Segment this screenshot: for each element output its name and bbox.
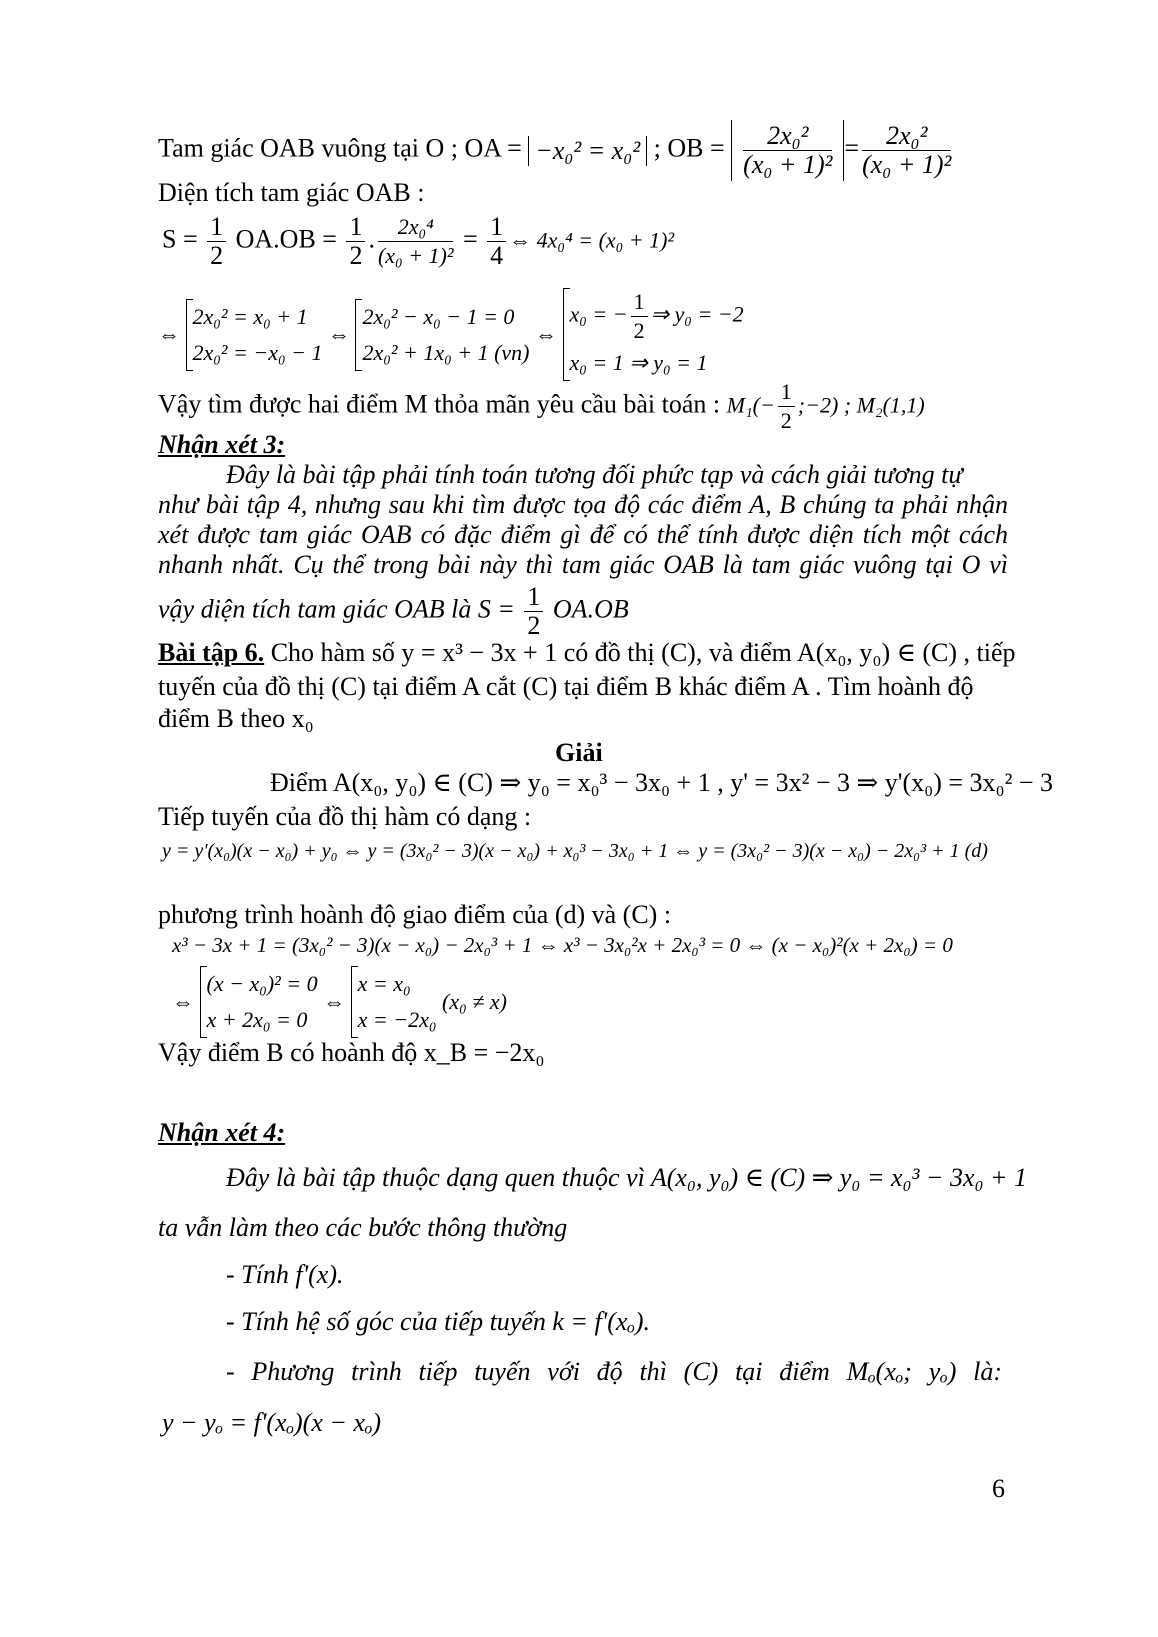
text: ⇒ y₀ = −2 <box>650 301 744 327</box>
fraction <box>346 213 365 270</box>
exercise-6-line-3: điểm B theo x₀ <box>158 704 314 733</box>
ob-abs-value <box>731 120 844 181</box>
dot: . <box>368 224 375 254</box>
denominator: 2 <box>780 408 792 433</box>
fraction <box>862 122 951 179</box>
equals: = <box>456 224 485 254</box>
row: x + 2x₀ = 0 <box>206 1007 308 1032</box>
denominator: 2 <box>633 318 645 343</box>
row: x = −2x₀ <box>357 1007 437 1032</box>
page-number: 6 <box>992 1474 1005 1503</box>
remark-4-step-1: - Tính f'(x). <box>226 1260 344 1289</box>
text: ⇔ 4x₀⁴ = (x₀ + 1)² <box>509 227 675 253</box>
row: x₀ = 1 ⇒ y₀ = 1 <box>569 350 708 375</box>
text: OA.OB <box>546 594 629 624</box>
row: (x − x₀)² = 0 <box>206 971 318 996</box>
denominator: 4 <box>490 241 504 270</box>
equiv-symbol: ⇔ <box>172 989 194 1014</box>
text: Tam giác OAB vuông tại O ; OA = <box>158 133 529 163</box>
remark-4-line-1: Đây là bài tập thuộc dạng quen thuộc vì A(x₀, y₀) ∈ (C) ⇒ y₀ = x₀³ − 3x₀ + 1 <box>226 1163 1028 1192</box>
exercise-6-line-2: tuyến của đồ thị (C) tại điểm A cắt (C) tại điểm B khác điểm A . Tìm hoành độ <box>158 672 974 701</box>
fraction <box>631 288 648 345</box>
row: 2x₀² + 1x₀ + 1 (vn) <box>362 339 530 365</box>
text: M₁(− <box>726 392 775 418</box>
intersection-equation: x³ − 3x + 1 = (3x₀² − 3)(x − x₀) − 2x₀³ + 1 ⇔ x³ − 3x₀²x + 2x₀³ = 0 ⇔ (x − x₀)²(x + 2x₀) = 0 <box>172 933 953 957</box>
remark-3-line-4: nhanh nhất. Cụ thể trong bài này thì tam giác OAB là tam giác vuông tại O vì <box>158 550 1008 579</box>
system-5 <box>351 966 437 1038</box>
numerator: 1 <box>207 213 226 242</box>
numerator: 1 <box>631 288 648 317</box>
fraction <box>207 213 226 270</box>
remark-3-line-1: Đây là bài tập phải tính toán tương đối phức tạp và cách giải tương tự <box>226 460 963 489</box>
system-1 <box>186 299 323 371</box>
condition-note: (x₀ ≠ x) <box>442 989 507 1014</box>
denominator: (x₀ + 1)² <box>743 150 833 179</box>
fraction <box>378 213 454 270</box>
oa-abs-value: −x₀² = x₀² <box>528 136 647 166</box>
numerator: 1 <box>778 378 795 407</box>
text: vậy diện tích tam giác OAB là S = <box>158 594 522 624</box>
text: ; OB = <box>647 133 732 163</box>
text: ;−2) ; M₂(1,1) <box>797 392 925 418</box>
solution-line-1: Điểm A(x₀, y₀) ∈ (C) ⇒ y₀ = x₀³ − 3x₀ + 1 , y' = 3x² − 3 ⇒ y'(x₀) = 3x₀² − 3 <box>270 768 1054 797</box>
text: OA.OB = <box>229 224 344 254</box>
text: x₀ = − <box>569 301 628 327</box>
remark-3-line-2: như bài tập 4, nhưng sau khi tìm được tọa độ các điểm A, B chúng ta phải nhận <box>158 490 1008 519</box>
system-3 <box>563 288 744 381</box>
numerator: 2x₀² <box>862 122 951 151</box>
numerator: 1 <box>487 213 506 242</box>
row: 2x₀² = −x₀ − 1 <box>192 339 323 365</box>
equiv-symbol: ⇔ <box>327 321 350 347</box>
equation-systems <box>158 288 744 381</box>
equiv-symbol: ⇔ <box>323 989 346 1014</box>
remark-4-title: Nhận xét 4: <box>158 1118 286 1147</box>
exercise-6-title: Bài tập 6. <box>158 638 265 667</box>
numerator: 2x₀² <box>743 122 832 151</box>
fraction <box>487 213 506 270</box>
row: 2x₀² − x₀ − 1 = 0 <box>362 303 515 329</box>
row: x = x₀ <box>357 971 411 996</box>
remark-3-title: Nhận xét 3: <box>158 430 286 459</box>
result-xb: Vậy điểm B có hoành độ x_B = −2x₀ <box>158 1038 545 1067</box>
denominator: 2 <box>349 241 363 270</box>
result-line <box>158 378 925 435</box>
numerator: 1 <box>346 213 365 242</box>
denominator: (x₀ + 1)² <box>862 150 952 179</box>
remark-4-step-2: - Tính hệ số góc của tiếp tuyến k = f'(xₒ). <box>226 1307 651 1336</box>
denominator: 2 <box>210 241 224 270</box>
remark-4-step-4: y − yₒ = f'(xₒ)(x − xₒ) <box>162 1408 382 1437</box>
oab-right-triangle-line <box>158 120 954 181</box>
solution-line-2: Tiếp tuyến của đồ thị hàm có dạng : <box>158 802 532 831</box>
remark-4-line-2: ta vẫn làm theo các bước thông thường <box>158 1213 568 1242</box>
root-systems <box>172 966 507 1038</box>
fraction <box>743 122 832 179</box>
denominator: 2 <box>527 611 541 640</box>
fraction <box>778 378 795 435</box>
area-heading: Diện tích tam giác OAB : <box>158 178 425 207</box>
fraction <box>524 583 543 640</box>
area-formula <box>162 213 674 270</box>
row: 2x₀² = x₀ + 1 <box>192 303 308 329</box>
text: Vậy tìm được hai điểm M thỏa mãn yêu cầu bài toán : <box>158 389 727 419</box>
row <box>570 288 744 345</box>
intersection-heading: phương trình hoành độ giao điểm của (d) và (C) : <box>158 900 672 929</box>
numerator: 2x₀⁴ <box>378 213 454 242</box>
exercise-6-line-1 <box>158 638 1016 668</box>
solution-heading: Giải <box>555 738 603 767</box>
equals: = <box>844 133 860 163</box>
remark-3-line-3: xét được tam giác OAB có đặc điểm gì để có thể tính được diện tích một cách <box>158 520 1008 549</box>
equiv-symbol: ⇔ <box>535 321 557 347</box>
remark-4-step-3: - Phương trình tiếp tuyến với độ thì (C) tại điểm Mₒ(xₒ; yₒ) là: <box>226 1357 1002 1386</box>
text: Cho hàm số y = x³ − 3x + 1 có đồ thị (C), và điểm A(x₀, y₀) ∈ (C) , tiếp <box>264 638 1016 667</box>
text: S = <box>162 224 205 254</box>
system-4 <box>200 966 318 1038</box>
remark-3-line-5 <box>158 583 629 640</box>
numerator: 1 <box>524 583 543 612</box>
system-2 <box>355 299 529 371</box>
tangent-equation: y = y'(x₀)(x − x₀) + y₀ ⇔ y = (3x₀² − 3)(x − x₀) + x₀³ − 3x₀ + 1 ⇔ y = (3x₀² − 3)(x − x₀) − 2x₀³ + 1 (d) <box>162 840 988 862</box>
equiv-symbol: ⇔ <box>158 321 180 347</box>
denominator: (x₀ + 1)² <box>377 243 454 268</box>
